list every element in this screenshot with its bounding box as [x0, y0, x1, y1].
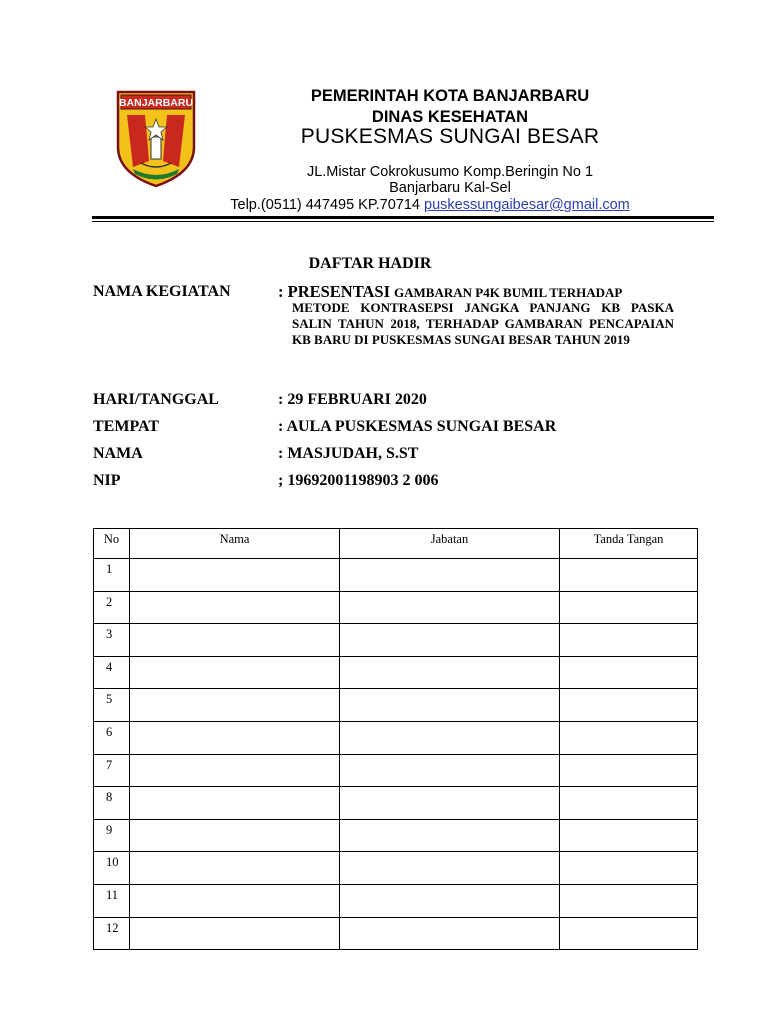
- tanggal-value: : 29 FEBRUARI 2020: [278, 391, 427, 408]
- attendance-rows: [94, 559, 698, 950]
- row-jabatan-cell[interactable]: [340, 754, 560, 787]
- row-nama-cell[interactable]: [130, 591, 340, 624]
- kegiatan-first-line: GAMBARAN P4K BUMIL TERHADAP: [394, 285, 623, 300]
- attendance-table: [93, 528, 698, 950]
- row-nama-cell[interactable]: [130, 754, 340, 787]
- letterhead-email-link[interactable]: puskessungaibesar@gmail.com: [424, 197, 630, 213]
- letterhead-contact: [150, 197, 710, 213]
- table-row: [94, 917, 698, 950]
- tempat-label: TEMPAT: [93, 418, 160, 435]
- kegiatan-prefix: : PRESENTASI: [278, 282, 391, 301]
- row-nama-cell[interactable]: [130, 721, 340, 754]
- row-signature-cell[interactable]: [560, 754, 698, 787]
- svg-text:BANJARBARU: BANJARBARU: [118, 97, 194, 109]
- row-number-cell: 7: [94, 754, 130, 787]
- row-number-cell: 3: [94, 624, 130, 657]
- row-signature-cell[interactable]: [560, 884, 698, 917]
- document-title: DAFTAR HADIR: [308, 255, 432, 272]
- table-row: [94, 721, 698, 754]
- tempat-value: : AULA PUSKESMAS SUNGAI BESAR: [278, 418, 557, 435]
- row-signature-cell[interactable]: [560, 917, 698, 950]
- row-jabatan-cell[interactable]: [340, 884, 560, 917]
- row-jabatan-cell[interactable]: [340, 656, 560, 689]
- letterhead-address: JL.Mistar Cokrokusumo Komp.Beringin No 1: [306, 164, 594, 180]
- table-row: [94, 852, 698, 885]
- nip-value: ; 19692001198903 2 006: [278, 472, 439, 489]
- letterhead-department: DINAS KESEHATAN: [371, 108, 529, 126]
- row-jabatan-cell[interactable]: [340, 591, 560, 624]
- table-row: [94, 689, 698, 722]
- kegiatan-label: NAMA KEGIATAN: [93, 283, 231, 300]
- row-jabatan-cell[interactable]: [340, 819, 560, 852]
- row-nama-cell[interactable]: [130, 819, 340, 852]
- row-signature-cell[interactable]: [560, 591, 698, 624]
- row-nama-cell[interactable]: [130, 624, 340, 657]
- row-jabatan-cell[interactable]: [340, 624, 560, 657]
- nama-label: NAMA: [93, 445, 143, 462]
- header-no: No: [94, 529, 130, 559]
- city-emblem-logo: [115, 89, 197, 189]
- row-jabatan-cell[interactable]: [340, 787, 560, 820]
- table-header-row: [94, 529, 698, 559]
- header-tanda-tangan: Tanda Tangan: [560, 529, 698, 559]
- row-number-cell: 1: [94, 559, 130, 592]
- tanggal-label: HARI/TANGGAL: [93, 391, 219, 408]
- row-signature-cell[interactable]: [560, 721, 698, 754]
- row-number-cell: 8: [94, 787, 130, 820]
- letterhead-institution: PUSKESMAS SUNGAI BESAR: [300, 125, 600, 148]
- row-nama-cell[interactable]: [130, 689, 340, 722]
- table-row: [94, 591, 698, 624]
- kegiatan-value: [278, 282, 622, 302]
- header-nama: Nama: [130, 529, 340, 559]
- table-row: [94, 884, 698, 917]
- letterhead-city: Banjarbaru Kal-Sel: [389, 180, 511, 196]
- header-jabatan: Jabatan: [340, 529, 560, 559]
- row-jabatan-cell[interactable]: [340, 689, 560, 722]
- table-row: [94, 787, 698, 820]
- letterhead-divider-thick: [92, 216, 714, 219]
- row-nama-cell[interactable]: [130, 884, 340, 917]
- row-signature-cell[interactable]: [560, 624, 698, 657]
- row-nama-cell[interactable]: [130, 852, 340, 885]
- row-number-cell: 11: [94, 884, 130, 917]
- row-number-cell: 10: [94, 852, 130, 885]
- row-signature-cell[interactable]: [560, 787, 698, 820]
- row-signature-cell[interactable]: [560, 656, 698, 689]
- row-number-cell: 12: [94, 917, 130, 950]
- row-number-cell: 5: [94, 689, 130, 722]
- row-jabatan-cell[interactable]: [340, 559, 560, 592]
- row-jabatan-cell[interactable]: [340, 721, 560, 754]
- row-signature-cell[interactable]: [560, 559, 698, 592]
- row-signature-cell[interactable]: [560, 689, 698, 722]
- row-jabatan-cell[interactable]: [340, 917, 560, 950]
- nip-label: NIP: [93, 472, 121, 489]
- row-nama-cell[interactable]: [130, 917, 340, 950]
- row-nama-cell[interactable]: [130, 559, 340, 592]
- letterhead-phone: Telp.(0511) 447495 KP.70714: [230, 197, 420, 213]
- table-row: [94, 656, 698, 689]
- row-number-cell: 9: [94, 819, 130, 852]
- table-row: [94, 754, 698, 787]
- row-jabatan-cell[interactable]: [340, 852, 560, 885]
- kegiatan-description: METODE KONTRASEPSI JANGKA PANJANG KB PASKA SALIN TAHUN 2018, TERHADAP GAMBARAN PENCAPAIAN KB BARU DI PUSKESMAS SUNGAI BESAR TAHUN 2019: [292, 300, 674, 348]
- row-number-cell: 2: [94, 591, 130, 624]
- letterhead-divider-thin: [92, 221, 714, 222]
- row-nama-cell[interactable]: [130, 787, 340, 820]
- row-number-cell: 6: [94, 721, 130, 754]
- row-nama-cell[interactable]: [130, 656, 340, 689]
- row-signature-cell[interactable]: [560, 819, 698, 852]
- row-number-cell: 4: [94, 656, 130, 689]
- table-row: [94, 624, 698, 657]
- nama-value: : MASJUDAH, S.ST: [278, 445, 419, 462]
- table-row: [94, 819, 698, 852]
- row-signature-cell[interactable]: [560, 852, 698, 885]
- table-row: [94, 559, 698, 592]
- letterhead-government: PEMERINTAH KOTA BANJARBARU: [310, 87, 590, 105]
